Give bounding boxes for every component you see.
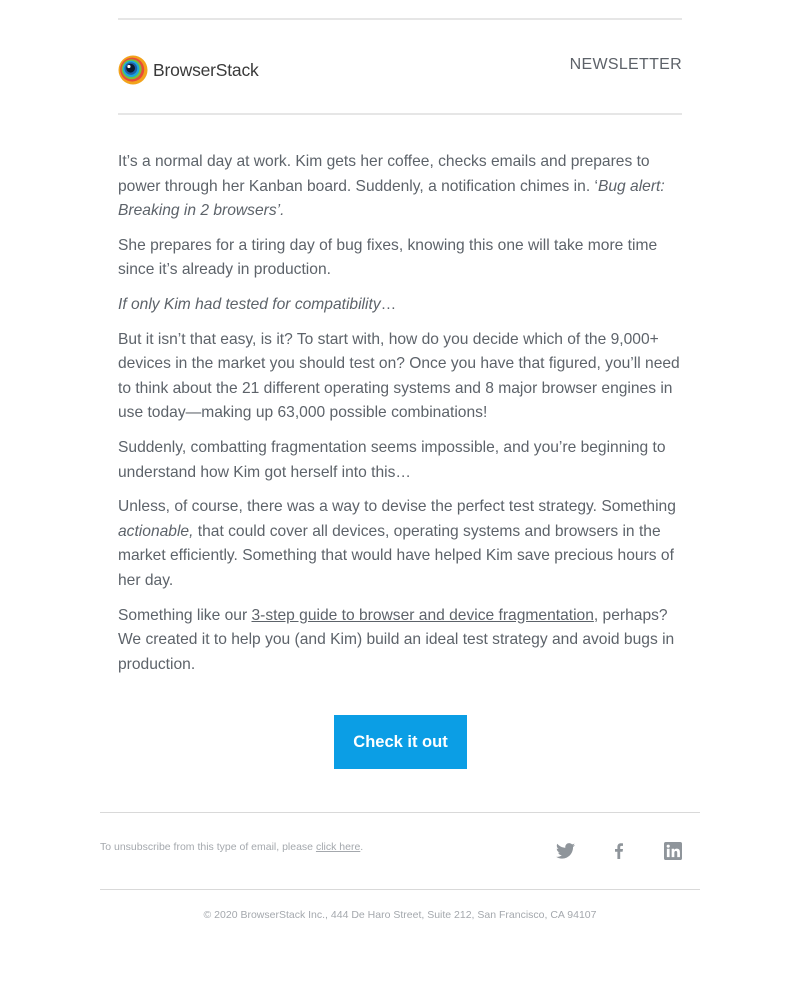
check-it-out-button[interactable]: Check it out	[334, 715, 467, 769]
email-header	[118, 52, 682, 88]
footer-divider-top	[100, 812, 700, 813]
if-only-text: If only Kim had tested for compatibility	[118, 295, 381, 313]
brand-logo[interactable]	[118, 55, 259, 85]
copyright-address: © 2020 BrowserStack Inc., 444 De Haro Street, Suite 212, San Francisco, CA 94107	[203, 909, 597, 921]
guide-link[interactable]: 3-step guide to browser and device fragmentation	[251, 606, 594, 624]
paragraph-bug-fixes: She prepares for a tiring day of bug fixes, knowing this one will take more time since it’s already in production.	[118, 236, 658, 279]
paragraph-devices: But it isn’t that easy, is it? To start with, how do you decide which of the 9,000+ devices in the market you should test on? Once you have that figured, you’ll need to think about the 21 different operating systems and 8 major browser engines in use today—making up 63,000 possible combinations!	[118, 330, 680, 422]
twitter-icon[interactable]	[554, 840, 576, 862]
strategy-text-2: that could cover all devices, operating systems and browsers in the market efficiently. Something that would have helped Kim save precious hours of her day.	[118, 522, 674, 589]
intro-text: It’s a normal day at work. Kim gets her coffee, checks emails and prepares to power through her Kanban board. Suddenly, a notification chimes in. ‘	[118, 153, 650, 195]
paragraph-fragmentation: Suddenly, combatting fragmentation seems impossible, and you’re beginning to understand how Kim got herself into this…	[118, 438, 666, 481]
brand-name: BrowserStack	[153, 59, 259, 80]
paragraph-if-only	[118, 293, 682, 318]
browserstack-logo-icon	[118, 55, 148, 85]
linkedin-icon-glyph	[664, 842, 682, 860]
strategy-text-1: Unless, of course, there was a way to devise the perfect test strategy. Something	[118, 498, 676, 516]
paragraph-strategy	[118, 495, 682, 593]
newsletter-label: NEWSLETTER	[569, 56, 682, 73]
footer-divider-bottom	[100, 889, 700, 890]
twitter-icon-glyph	[556, 843, 575, 859]
strategy-actionable: actionable,	[118, 522, 194, 540]
unsubscribe-link[interactable]: click here	[315, 841, 361, 853]
email-body	[118, 150, 682, 687]
guide-text-2: , perhaps? We created it to help you (and Kim) build an ideal test strategy and avoid bugs in production.	[118, 606, 675, 673]
facebook-icon[interactable]	[608, 840, 630, 862]
paragraph-intro	[118, 150, 682, 224]
linkedin-icon[interactable]	[662, 840, 684, 862]
bug-alert-quote: Bug alert: Breaking in 2 browsers’.	[118, 177, 665, 220]
top-divider	[118, 18, 682, 20]
if-only-ellipsis: …	[380, 295, 397, 313]
unsubscribe-end: .	[360, 841, 364, 853]
paragraph-guide	[118, 604, 682, 678]
facebook-icon-glyph	[614, 843, 624, 859]
guide-text-1: Something like our	[118, 606, 252, 624]
header-divider	[118, 113, 682, 115]
unsubscribe-notice	[100, 841, 363, 853]
unsubscribe-text: To unsubscribe from this type of email, please	[100, 841, 316, 853]
